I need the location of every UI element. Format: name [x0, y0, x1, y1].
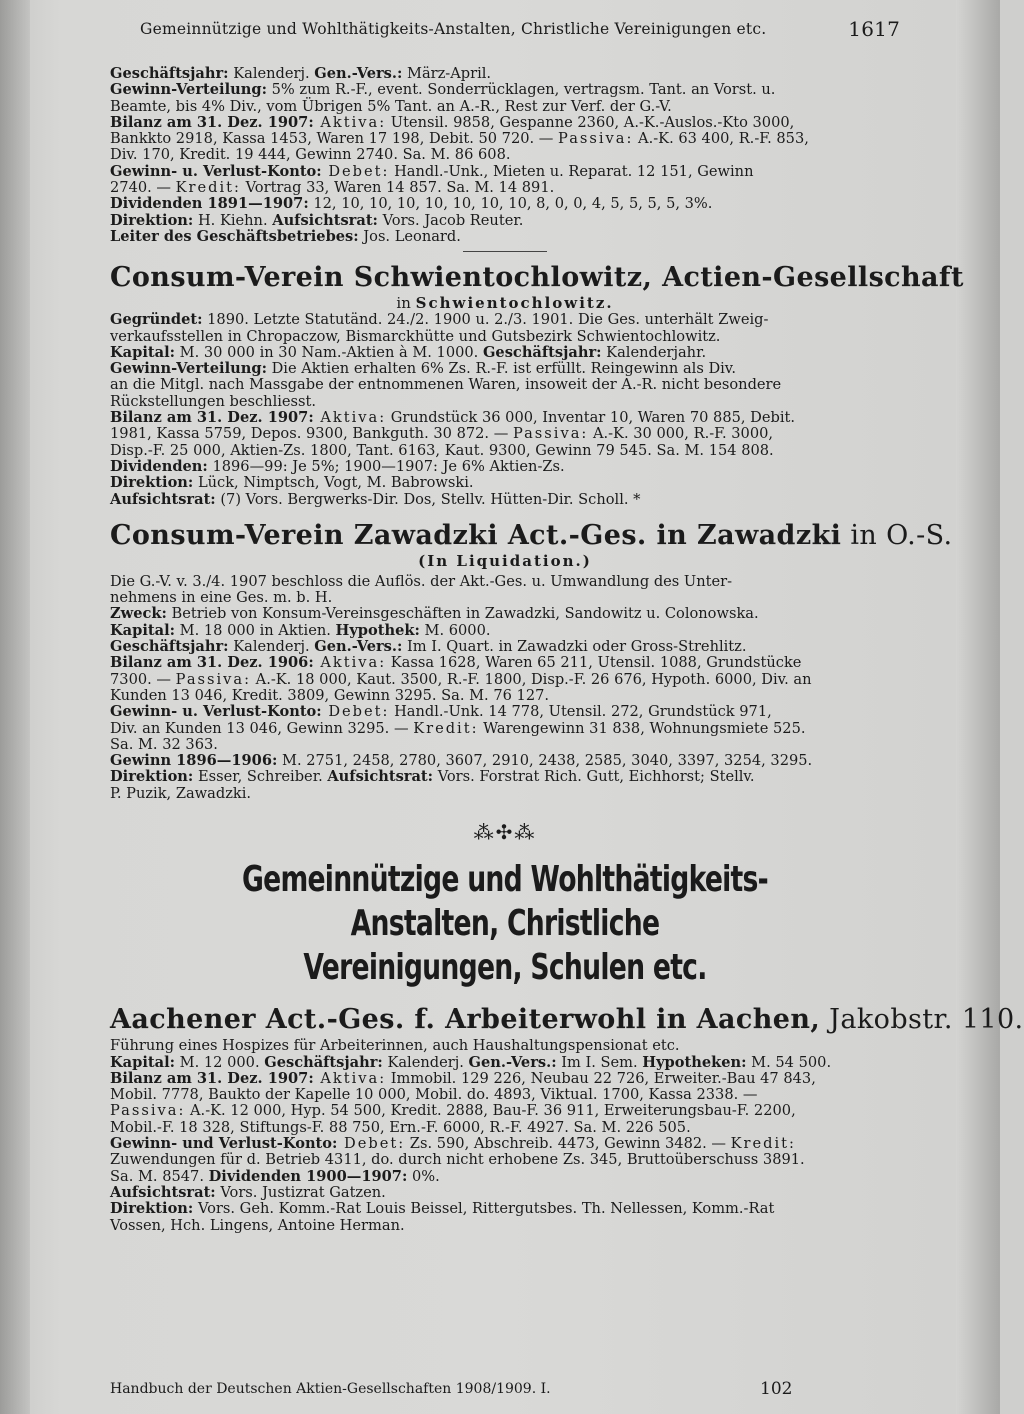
text-line [110, 606, 900, 622]
field-text: Handl.-Unk. 14 778, Utensil. 272, Grundstück 971, [389, 703, 772, 721]
text-line [110, 574, 900, 590]
entry-schwientochlowitz [110, 262, 964, 508]
field-text: A.-K. 18 000, Kaut. 3500, R.-F. 1800, Disp.-F. 26 676, Hypoth. 6000, Div. an [251, 670, 812, 688]
field-text: Die G.-V. v. 3./4. 1907 beschloss die Auflös. der Akt.-Ges. u. Umwandlung des Unter- [110, 572, 733, 590]
field-label: Hypotheken: [642, 1053, 747, 1071]
field-text: an die Mitgl. nach Massgabe der entnommenen Waren, insoweit der A.-R. nicht besondere [110, 376, 782, 394]
text-line [110, 1038, 900, 1054]
text-line [110, 492, 900, 508]
field-label: Bilanz am 31. Dez. 1907: [110, 113, 314, 131]
field-text: Jos. Leonard. [358, 227, 461, 245]
page-edge [956, 0, 1000, 1414]
field-text: M. 30 000 in 30 Nam.-Aktien à M. 1000. [175, 343, 483, 361]
text-line [110, 147, 900, 163]
text-line [110, 737, 900, 753]
spaced-label: Kredit: [175, 179, 241, 197]
field-text: März-April. [402, 65, 492, 82]
field-text: Im I. Quart. in Zawadzki oder Gross-Strehlitz. [402, 638, 747, 656]
field-text: Rückstellungen beschliesst. [110, 392, 317, 410]
section-title-line-1: Gemeinnützige und Wohlthätigkeits-Anstalten, Christliche [241, 859, 768, 945]
running-head [140, 17, 900, 41]
field-text: M. 6000. [419, 621, 491, 639]
text-line [110, 1120, 900, 1136]
text-line [110, 82, 900, 98]
field-text: (7) Vors. Bergwerks-Dir. Dos, Stellv. Hütten-Dir. Scholl. * [215, 490, 641, 508]
text-line [110, 459, 900, 475]
entry-body [110, 1038, 900, 1234]
field-label: Hypothek: [335, 621, 420, 639]
field-text: P. Puzik, Zawadzki. [110, 784, 252, 802]
spaced-label: Aktiva: [313, 654, 387, 672]
text-line [110, 66, 900, 82]
separator-rule [463, 251, 547, 252]
text-line [110, 196, 900, 212]
field-text: Sa. M. 32 363. [110, 735, 218, 753]
field-label: Bilanz am 31. Dez. 1906: [110, 654, 314, 672]
text-line [110, 1087, 900, 1103]
footer-text: Handbuch der Deutschen Aktien-Gesellschaften 1908/1909. I. [110, 1381, 551, 1397]
field-label: Gewinn 1896—1906: [110, 752, 278, 770]
field-label: Dividenden 1900—1907: [208, 1167, 408, 1185]
spaced-label: Kredit: [730, 1135, 796, 1153]
field-text: Warengewinn 31 838, Wohnungsmiete 525. [478, 719, 806, 737]
field-text: Kalenderjahr. [601, 343, 707, 361]
page-gutter [0, 0, 30, 1414]
text-line [110, 99, 900, 115]
field-label: Gewinn-Verteilung: [110, 81, 267, 99]
field-label: Gen.-Vers.: [314, 65, 403, 82]
text-line [110, 312, 900, 328]
spaced-label: Aktiva: [313, 1069, 387, 1087]
field-text: Sa. M. 8547. [110, 1167, 209, 1185]
text-line [110, 1103, 900, 1119]
text-line [110, 229, 900, 245]
text-line [110, 426, 900, 442]
field-text: 1896—99: Je 5%; 1900—1907: Je 6% Aktien-Zs. [207, 457, 565, 475]
field-label: Kapital: [110, 1053, 176, 1071]
field-text: Zs. 590, Abschreib. 4473, Gewinn 3482. — [405, 1135, 731, 1153]
field-text: M. 12 000. [175, 1053, 265, 1071]
spaced-label: Aktiva: [313, 113, 387, 131]
spaced-label: Debet: [337, 1135, 406, 1153]
field-text: Im I. Sem. [556, 1053, 643, 1071]
spaced-label: Debet: [321, 162, 390, 180]
text-line [110, 1136, 900, 1152]
text-line [110, 1152, 900, 1168]
field-text: Immobil. 129 226, Neubau 22 726, Erweiter.-Bau 47 843, [386, 1069, 816, 1087]
field-text: Bankkto 2918, Kassa 1453, Waren 17 198, Debit. 50 720. — [110, 130, 559, 148]
text-line [110, 443, 900, 459]
field-text: Vortrag 33, Waren 14 857. Sa. M. 14 891. [240, 179, 555, 197]
field-text: Kalenderj. [382, 1053, 469, 1071]
text-line [110, 1169, 900, 1185]
spaced-label: Passiva: [512, 425, 589, 443]
field-text: Vors. Jacob Reuter. [377, 211, 524, 229]
field-text: Vors. Justizrat Gatzen. [215, 1183, 386, 1201]
spaced-label: Passiva: [175, 670, 252, 688]
text-line [110, 361, 900, 377]
field-label: Direktion: [110, 1200, 194, 1218]
field-label: Geschäftsjahr: [482, 343, 602, 361]
field-label: Aufsichtsrat: [110, 490, 216, 508]
field-label: Gegründet: [110, 311, 203, 329]
field-text: Mobil. 7778, Baukto der Kapelle 10 000, Mobil. do. 4893, Viktual. 1700, Kassa 2338. — [110, 1086, 758, 1104]
entry-aachen [110, 1004, 1024, 1234]
section-heading [110, 858, 900, 990]
field-text: verkaufsstellen in Chropaczow, Bismarckhütte und Gutsbezirk Schwientochlowitz. [110, 327, 721, 345]
ornament-divider: ⁂✣⁂ [473, 819, 537, 844]
field-label: Gewinn- und Verlust-Konto: [110, 1135, 338, 1153]
field-text: M. 18 000 in Aktien. [175, 621, 336, 639]
text-line [110, 672, 900, 688]
field-label: Gewinn- u. Verlust-Konto: [110, 703, 322, 721]
text-line [110, 394, 900, 410]
field-label: Geschäftsjahr: [110, 65, 229, 82]
text-line [110, 329, 900, 345]
text-line [110, 164, 900, 180]
field-text: Führung eines Hospizes für Arbeiterinnen, auch Haushaltungspensionat etc. [110, 1037, 680, 1055]
field-text: A.-K. 63 400, R.-F. 853, [633, 130, 809, 148]
field-text: Beamte, bis 4% Div., vom Übrigen 5% Tant. an A.-R., Rest zur Verf. der G.-V. [110, 97, 672, 115]
text-line [110, 623, 900, 639]
text-line [110, 1185, 900, 1201]
field-label: Geschäftsjahr: [264, 1053, 383, 1071]
field-label: Dividenden: [110, 457, 208, 475]
spaced-label: Passiva: [558, 130, 634, 148]
field-label: Dividenden 1891—1907: [110, 195, 309, 213]
field-label: Aufsichtsrat: [272, 211, 378, 229]
text-line [110, 753, 900, 769]
text-line [110, 639, 900, 655]
field-label: Direktion: [110, 211, 194, 229]
text-line [110, 115, 900, 131]
field-text: Utensil. 9858, Gespanne 2360, A.-K.-Auslos.-Kto 3000, [386, 113, 795, 131]
field-text: Vors. Forstrat Rich. Gutt, Eichhorst; Stellv. [433, 768, 755, 786]
field-label: Gewinn-Verteilung: [110, 360, 267, 378]
text-line [110, 377, 900, 393]
field-text: Vossen, Hch. Lingens, Antoine Herman. [110, 1216, 405, 1234]
field-text: A.-K. 12 000, Hyp. 54 500, Kredit. 2888, Bau-F. 36 911, Erweiterungsbau-F. 2200, [185, 1102, 796, 1120]
field-text: Lück, Nimptsch, Vogt, M. Babrowski. [193, 474, 474, 492]
page-number: 1617 [848, 17, 900, 41]
spaced-label: Kredit: [413, 719, 479, 737]
text-line [110, 769, 900, 785]
text-line [110, 1055, 900, 1071]
text-line [110, 475, 900, 491]
field-label: Gewinn- u. Verlust-Konto: [110, 162, 322, 180]
field-label: Bilanz am 31. Dez. 1907: [110, 1069, 314, 1087]
company-title: Consum-Verein Zawadzki Act.-Ges. in Zawadzki in O.-S. [110, 519, 953, 551]
field-text: Esser, Schreiber. [193, 768, 328, 786]
field-text: 12, 10, 10, 10, 10, 10, 10, 10, 8, 0, 0, 4, 5, 5, 5, 5, 3%. [308, 195, 713, 213]
entry-zawadzki [110, 519, 953, 802]
entry-body [110, 574, 900, 802]
section-title-line-2: Vereinigungen, Schulen etc. [303, 947, 707, 989]
text-line [110, 721, 900, 737]
field-label: Aufsichtsrat: [110, 1183, 216, 1201]
field-label: Leiter des Geschäftsbetriebes: [110, 227, 359, 245]
field-text: 5% zum R.-F., event. Sonderrücklagen, vertragsm. Tant. an Vorst. u. [266, 81, 776, 99]
field-text: 1890. Letzte Statutänd. 24./2. 1900 u. 2./3. 1901. Die Ges. unterhält Zweig- [202, 311, 769, 329]
field-label: Zweck: [110, 605, 167, 623]
text-line [110, 688, 900, 704]
field-text: Mobil.-F. 18 328, Stiftungs-F. 88 750, Ern.-F. 6000, R.-F. 4927. Sa. M. 226 505. [110, 1118, 691, 1136]
field-text: Kassa 1628, Waren 65 211, Utensil. 1088, Grundstücke [386, 654, 802, 672]
field-text: 7300. — [110, 670, 176, 688]
field-label: Gen.-Vers.: [314, 638, 403, 656]
field-text: Div. an Kunden 13 046, Gewinn 3295. — [110, 719, 414, 737]
field-text: Div. 170, Kredit. 19 444, Gewinn 2740. Sa. M. 86 608. [110, 146, 511, 164]
text-line [110, 180, 900, 196]
field-text: M. 54 500. [746, 1053, 832, 1071]
text-line [110, 786, 900, 802]
spaced-label: Passiva: [110, 1102, 186, 1120]
field-label: Kapital: [110, 343, 176, 361]
field-text: Zuwendungen für d. Betrieb 4311, do. durch nicht erhobene Zs. 345, Bruttoüberschuss 3891. [110, 1151, 805, 1169]
text-line [110, 213, 900, 229]
field-text: Kunden 13 046, Kredit. 3809, Gewinn 3295. Sa. M. 76 127. [110, 686, 550, 704]
text-line [110, 590, 900, 606]
field-text: H. Kiehn. [193, 211, 273, 229]
entry-continued [110, 66, 900, 245]
field-text: 0%. [407, 1167, 440, 1185]
footer-page-number: 102 [760, 1379, 793, 1399]
field-text: M. 2751, 2458, 2780, 3607, 2910, 2438, 2585, 3040, 3397, 3254, 3295. [277, 752, 813, 770]
field-label: Bilanz am 31. Dez. 1907: [110, 409, 314, 427]
field-text: Disp.-F. 25 000, Aktien-Zs. 1800, Tant. 6163, Kaut. 9300, Gewinn 79 545. Sa. M. 154 808. [110, 441, 774, 459]
entry-body [110, 312, 900, 508]
text-line [110, 131, 900, 147]
field-text: Grundstück 36 000, Inventar 10, Waren 70 885, Debit. [386, 409, 796, 427]
text-line [110, 1071, 900, 1087]
text-line [110, 1201, 900, 1217]
field-label: Aufsichtsrat: [327, 768, 434, 786]
text-line [110, 704, 900, 720]
company-title: Aachener Act.-Ges. f. Arbeiterwohl in Aachen, Jakobstr. 110. [110, 1004, 1024, 1036]
text-line [110, 1218, 900, 1234]
spaced-label: Aktiva: [313, 409, 387, 427]
field-text: Vors. Geh. Komm.-Rat Louis Beissel, Rittergutsbes. Th. Nellessen, Komm.-Rat [193, 1200, 775, 1218]
field-label: Direktion: [110, 474, 194, 492]
field-label: Geschäftsjahr: [110, 638, 229, 656]
page-content [110, 65, 1024, 1234]
field-label: Kapital: [110, 621, 176, 639]
page-footer [110, 1381, 810, 1397]
text-line [110, 345, 900, 361]
field-text: Kalenderj. [228, 65, 315, 82]
field-text: nehmens in eine Ges. m. b. H. [110, 589, 333, 607]
company-title: Consum-Verein Schwientochlowitz, Actien-Gesellschaft [110, 262, 964, 294]
field-text: A.-K. 30 000, R.-F. 3000, [588, 425, 774, 443]
company-location: in Schwientochlowitz. [396, 294, 614, 313]
field-text: Handl.-Unk., Mieten u. Reparat. 12 151, Gewinn [389, 162, 754, 180]
company-status: (In Liquidation.) [418, 551, 592, 570]
text-line [110, 655, 900, 671]
spaced-label: Debet: [321, 703, 390, 721]
field-text: Die Aktien erhalten 6% Zs. R.-F. ist erfüllt. Reingewinn als Div. [266, 360, 736, 378]
running-head-title: Gemeinnützige und Wohlthätigkeits-Anstalten, Christliche Vereinigungen etc. [140, 20, 767, 38]
field-text: Kalenderj. [228, 638, 315, 656]
field-text: 1981, Kassa 5759, Depos. 9300, Bankguth. 30 872. — [110, 425, 513, 443]
field-label: Direktion: [110, 768, 194, 786]
field-text: Betrieb von Konsum-Vereinsgeschäften in Zawadzki, Sandowitz u. Colonowska. [166, 605, 759, 623]
field-label: Gen.-Vers.: [468, 1053, 557, 1071]
text-line [110, 410, 900, 426]
field-text: 2740. — [110, 179, 176, 197]
